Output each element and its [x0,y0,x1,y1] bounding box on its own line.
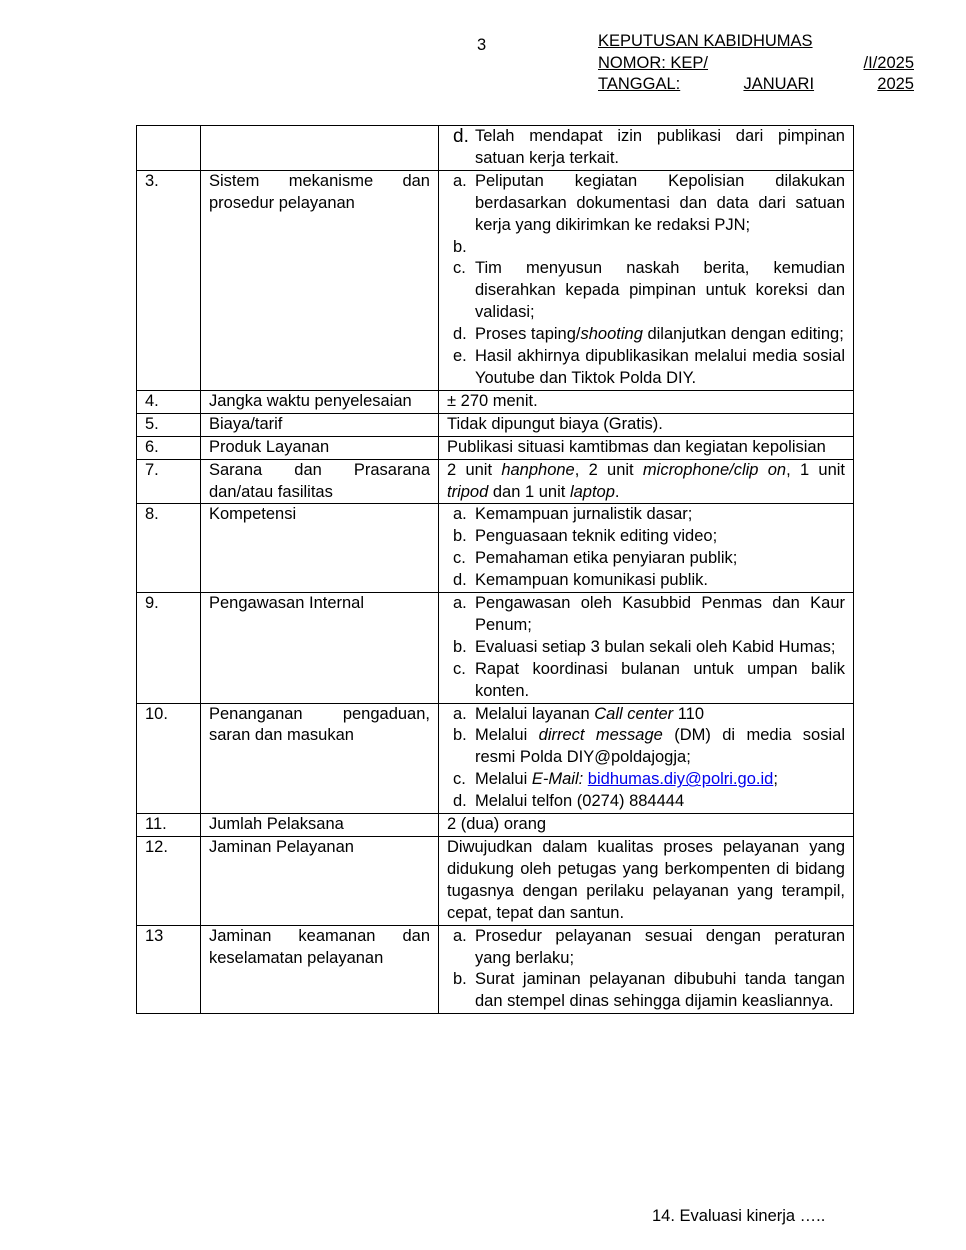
row-number: 4. [137,390,201,413]
list-marker: b. [453,527,467,546]
list-text: Peliputan kegiatan Kepolisian dilakukan berdasarkan dokumentasi dan data dari satuan kerja yang dikirimkan ke redaksi PJN; [475,171,845,234]
continuation-footer: 14. Evaluasi kinerja ….. [652,1207,826,1225]
list-marker: c. [453,659,466,678]
text-run: . [614,482,620,501]
list-marker: a. [453,594,467,613]
row-number: 8. [137,504,201,593]
text-run: , 1 unit [786,460,845,479]
text-run: Melalui [475,770,532,789]
list-item [447,258,845,324]
list-item [447,704,845,726]
list-item [447,237,845,259]
row-label-cell [201,126,439,171]
italic-run: E-Mail: [531,770,584,789]
row-value: ± 270 menit. [439,390,854,413]
document-header [598,31,914,96]
list-marker: d. [453,325,467,344]
header-date-month: JANUARI [743,75,815,93]
table-row [137,413,854,436]
email-link[interactable]: bidhumas.diy@polri.go.id [587,770,774,789]
list-marker: b. [453,637,467,656]
row-number: 5. [137,413,201,436]
row-label: Jaminan keamanan dan keselamatan pelayanan [201,925,439,1014]
list-text [475,237,845,259]
italic-run: shooting [580,325,643,344]
table-row [137,126,854,171]
table-row [137,390,854,413]
list-marker: b. [453,237,467,256]
table-row [137,703,854,814]
table-row [137,170,854,390]
header-number [598,53,914,75]
list-text: Tim menyusun naskah berita, kemudian diserahkan kepada pimpinan untuk koreksi dan validasi; [475,259,845,322]
header-title-text: KEPUTUSAN KABIDHUMAS [598,32,813,50]
list-text: Telah mendapat izin publikasi dari pimpinan satuan kerja terkait. [475,127,845,167]
list-marker: c. [453,770,466,789]
list-item [447,969,845,1013]
list-text: Prosedur pelayanan sesuai dengan peraturan yang berlaku; [475,926,845,967]
row-number: 11. [137,814,201,837]
list-text: Pengawasan oleh Kasubbid Penmas dan Kaur Penum; [475,594,845,634]
text-run: dilanjutkan dengan editing; [642,325,844,344]
table-row [137,814,854,837]
row-number-cell [137,126,201,171]
row-value: Tidak dipungut biaya (Gratis). [439,413,854,436]
list-text [475,324,845,346]
row-number: 9. [137,593,201,704]
service-standard-table [136,125,854,1014]
text-run: ; [773,770,778,789]
list-text: Penguasaan teknik editing video; [475,527,718,546]
row-number: 12. [137,837,201,926]
list-marker: a. [453,704,467,723]
row-content-cell [439,925,854,1014]
row-content-cell [439,703,854,814]
list-item [447,504,845,526]
row-label: Sistem mekanisme dan prosedur pelayanan [201,170,439,390]
text-run: 2 unit [447,460,502,479]
list-text: Kemampuan jurnalistik dasar; [475,505,693,524]
list-item [447,171,845,237]
italic-run: dirrect message [538,726,663,745]
list-marker: a. [453,926,467,945]
list-text: Rapat koordinasi bulanan untuk umpan balik konten. [475,659,845,700]
row-value: Diwujudkan dalam kualitas proses pelayanan yang didukung oleh petugas yang berkompenten di bidang tugasnya dengan perilaku pelayanan yang terampil, cepat, tepat dan santun. [439,837,854,926]
list-marker: b. [453,970,467,989]
list-text: Melalui telfon (0274) 884444 [475,792,685,811]
list-marker: c. [453,549,466,568]
table-row [137,593,854,704]
header-number-suffix: /I/2025 [863,53,914,72]
list-item [447,526,845,548]
list-text: Kemampuan komunikasi publik. [475,571,708,590]
header-date-year: 2025 [877,75,914,93]
table-row [137,459,854,504]
list-marker: e. [453,347,467,366]
list-item [447,593,845,637]
list-item [447,791,845,813]
row-label: Jaminan Pelayanan [201,837,439,926]
list-item [447,926,845,970]
row-label: Biaya/tarif [201,413,439,436]
row-content-cell [439,593,854,704]
row-number: 10. [137,703,201,814]
header-date-label: TANGGAL: [598,75,681,93]
list-item [447,725,845,769]
text-run: dan 1 unit [488,482,570,501]
list-item [447,659,845,703]
italic-run: tripod [447,482,489,501]
row-value: 2 (dua) orang [439,814,854,837]
row-number: 3. [137,170,201,390]
row-label: Produk Layanan [201,436,439,459]
row-number: 13 [137,925,201,1014]
list-marker: a. [453,171,467,190]
text-run: , 2 unit [574,460,643,479]
table-row [137,504,854,593]
row-content-cell [439,170,854,390]
list-item [447,637,845,659]
italic-run: laptop [569,482,615,501]
row-label: Jumlah Pelaksana [201,814,439,837]
list-text: Pemahaman etika penyiaran publik; [475,549,738,568]
row-label: Kompetensi [201,504,439,593]
row-number: 6. [137,436,201,459]
text-run: Melalui layanan [475,704,595,723]
italic-run: hanphone [501,460,575,479]
row-number: 7. [137,459,201,504]
list-text: Evaluasi setiap 3 bulan sekali oleh Kabid Humas; [475,637,836,656]
table-row [137,436,854,459]
row-content-cell [439,126,854,171]
table-row [137,837,854,926]
row-label: Penanganan pengaduan, saran dan masukan [201,703,439,814]
list-marker: b. [453,726,467,745]
list-item [447,548,845,570]
list-item [447,769,845,791]
list-text [475,704,845,726]
row-content-cell [439,504,854,593]
row-label: Sarana dan Prasarana dan/atau fasilitas [201,459,439,504]
header-title [598,31,914,53]
header-date [598,74,914,96]
list-text: Surat jaminan pelayanan dibubuhi tanda tangan dan stempel dinas sehingga dijamin keasliannya. [475,970,845,1011]
list-item [447,126,845,170]
list-item [447,324,845,346]
text-run: Melalui [475,726,539,745]
list-marker: c. [453,259,466,278]
list-marker: d. [453,126,469,147]
row-value: Publikasi situasi kamtibmas dan kegiatan kepolisian [439,436,854,459]
list-text [475,725,845,769]
row-value [439,459,854,504]
list-marker: a. [453,505,467,524]
row-label: Pengawasan Internal [201,593,439,704]
list-text: Hasil akhirnya dipublikasikan melalui media sosial Youtube dan Tiktok Polda DIY. [475,347,845,387]
italic-run: microphone/clip on [642,460,787,479]
list-item [447,346,845,390]
header-number-label: NOMOR: KEP/ [598,53,709,72]
text-run: (DM) di media sosial resmi Polda DIY@poldajogja; [475,726,845,767]
list-text [475,769,845,791]
text-run: 110 [673,704,705,723]
list-marker: d. [453,571,467,590]
table-row [137,925,854,1014]
page-number: 3 [477,36,487,54]
list-item [447,570,845,592]
row-label: Jangka waktu penyelesaian [201,390,439,413]
text-run: Proses taping/ [475,325,581,344]
italic-run: Call center [594,704,674,723]
list-marker: d. [453,792,467,811]
